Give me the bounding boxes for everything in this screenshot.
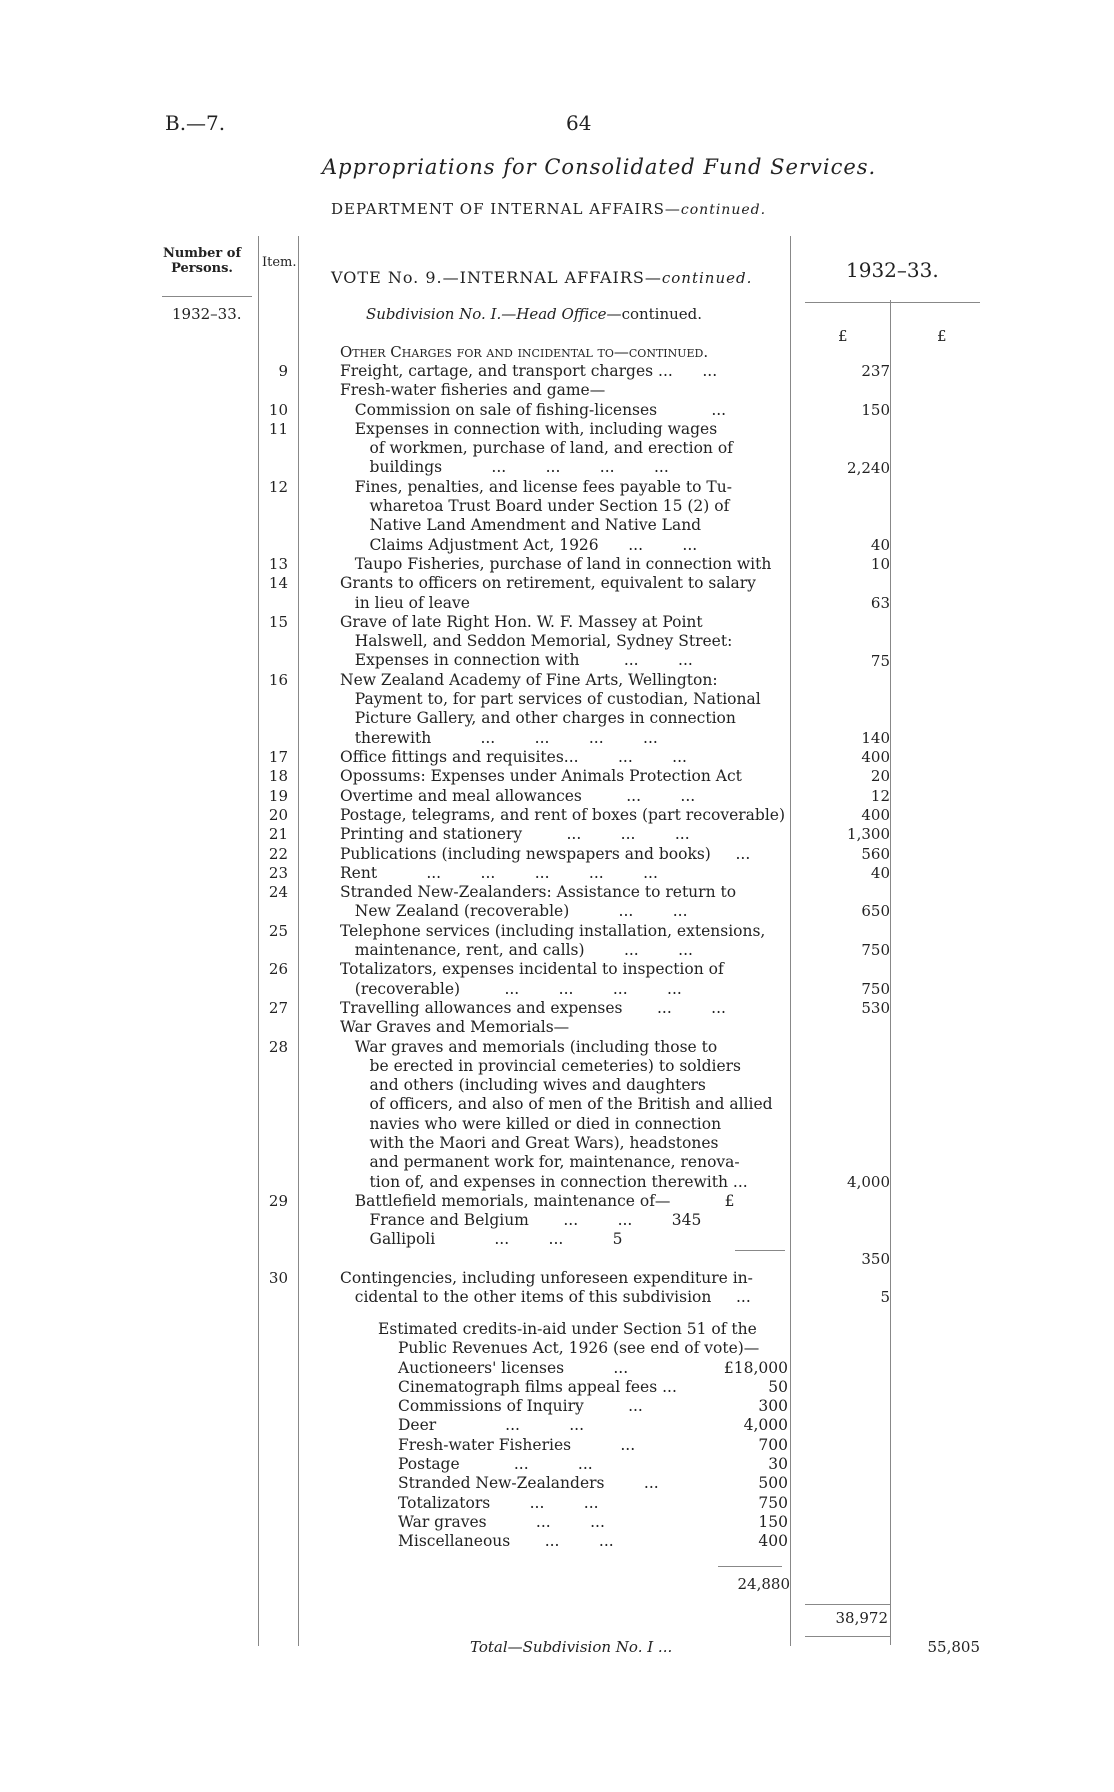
row-description-line: Claims Adjustment Act, 1926 ... ... [340,535,698,554]
row-description-line: of officers, and also of men of the British and allied [340,1095,773,1114]
credit-item [378,1532,788,1551]
row-description [340,845,790,864]
credit-item-value: 150 [758,1512,788,1531]
credit-item [378,1436,788,1455]
persons-year: 1932–33. [172,305,242,323]
row-amount: 4,000 [847,1172,890,1191]
credit-item-name: Fresh-water Fisheries ... [398,1435,636,1454]
item-number: 11 [268,419,288,438]
item-number: 22 [268,844,288,863]
row-description-line: Payment to, for part services of custodian, National [340,690,761,709]
row-description [340,825,790,844]
credits-total: 24,880 [737,1575,790,1593]
credit-item-name: War graves ... ... [398,1512,605,1531]
row-description [340,1192,790,1250]
divider [258,236,259,1646]
item-number: 17 [268,748,288,766]
row-amount: 12 [870,786,890,805]
row-description [340,362,790,381]
credits-list [378,1359,788,1552]
credits-heading-line [378,1320,788,1339]
credit-item [378,1397,788,1416]
item-number: 28 [268,1037,288,1056]
row-description [340,960,790,999]
item-number: 16 [268,670,288,689]
credit-item-name: Postage ... ... [398,1455,593,1474]
credit-item [378,1416,788,1435]
row-description-line: Office fittings and requisites... ... ... [340,748,687,766]
item-number: 24 [268,883,288,902]
row-amount: 10 [870,555,890,573]
row-amount: 1,300 [847,825,890,844]
row-description-line: wharetoa Trust Board under Section 15 (2) of [340,497,730,516]
pound-sign-col2: £ [937,327,947,345]
row-amount: 150 [861,400,890,419]
item-number: 14 [268,574,288,593]
row-description-line: Contingencies, including unforeseen expenditure in- [340,1269,753,1288]
row-description-line: Telephone services (including installation, extensions, [340,921,766,940]
row-description [340,748,790,767]
row-description-line: Grave of late Right Hon. W. F. Massey at Point [340,612,703,631]
credits-heading: Estimated credits-in-aid under Section 51 of the [378,1320,757,1338]
row-description-line: tion of, and expenses in connection therewith ... [340,1172,748,1191]
row-description-line: Freight, cartage, and transport charges ... ... [340,362,718,380]
row-description-line: Fresh-water fisheries and game— [340,381,606,400]
row-description-line: and others (including wives and daughters [340,1076,706,1095]
row-description [340,555,790,574]
row-description [340,381,790,400]
divider [805,1604,890,1605]
row-description-line: Publications (including newspapers and books) ... [340,844,751,863]
section-heading: Other Charges for and incidental to—continued. [340,343,709,361]
row-amount: 750 [861,941,890,959]
credit-item-value: 400 [758,1532,788,1551]
credit-item-name: Cinematograph films appeal fees ... [398,1377,677,1396]
row-description-line: Stranded New-Zealanders: Assistance to return to [340,883,737,902]
vote-title: VOTE No. 9.—INTERNAL AFFAIRS— [331,268,662,287]
row-description-line: Overtime and meal allowances ... ... [340,786,696,805]
credit-item-name: Miscellaneous ... ... [398,1532,614,1551]
credit-item-name: Commissions of Inquiry ... [398,1397,643,1416]
item-number: 18 [268,767,288,786]
subdivision-title: Subdivision No. I.—Head Office— [366,305,622,323]
row-amount: 63 [870,593,890,612]
row-description-line: Postage, telegrams, and rent of boxes (part recoverable) [340,805,786,824]
row-description [340,883,790,922]
row-description [340,806,790,825]
row-description-line: Expenses in connection with ... ... [340,651,693,670]
item-number: 23 [268,863,288,882]
row-description-line: buildings ... ... ... ... [340,458,669,477]
credit-item-value: 30 [768,1455,788,1474]
row-description-line: Grants to officers on retirement, equivalent to salary [340,574,756,593]
row-description [340,420,790,478]
row-amount: 237 [861,362,890,380]
row-description-line: of workmen, purchase of land, and erection of [340,439,733,458]
subdivision-heading [366,305,702,323]
year-column-header: 1932–33. [846,258,939,282]
credit-item-name: Totalizators ... ... [398,1493,599,1512]
item-number: 9 [278,362,288,380]
row-description-line: Printing and stationery ... ... ... [340,825,690,844]
row-description-line: Taupo Fisheries, purchase of land in connection with [340,555,772,573]
item-number: 20 [268,805,288,824]
row-description [340,1018,790,1037]
credit-item [378,1378,788,1397]
credit-item-value: 500 [758,1474,788,1493]
row-description-line: Native Land Amendment and Native Land [340,516,702,535]
total-label: Total—Subdivision No. I ... [470,1638,673,1656]
row-amount: 2,240 [847,458,890,477]
row-description-line: in lieu of leave [340,593,470,612]
credit-item-value: £18,000 [723,1358,788,1377]
row-description-line: Halswell, and Seddon Memorial, Sydney Street: [340,632,733,651]
subtotal-amount: 38,972 [835,1609,888,1627]
credit-item [378,1359,788,1378]
row-description-line: Opossums: Expenses under Animals Protection Act [340,767,742,786]
row-description-line: maintenance, rent, and calls) ... ... [340,940,693,959]
row-description-line: cidental to the other items of this subdivision ... [340,1288,751,1307]
credit-item-name: Stranded New-Zealanders ... [398,1474,659,1493]
divider [805,302,980,303]
row-description-line: Picture Gallery, and other charges in connection [340,709,736,728]
divider [718,1566,782,1567]
divider [298,236,299,1646]
row-description-line: navies who were killed or died in connection [340,1114,722,1133]
row-description-line: New Zealand (recoverable) ... ... [340,902,688,921]
row-description-line: France and Belgium ... ... 345 [340,1211,702,1230]
row-amount: 560 [861,844,890,863]
item-number: 29 [268,1191,288,1210]
credit-item-value: 4,000 [743,1416,788,1435]
credit-item-value: 50 [768,1377,788,1396]
row-description-line: Rent ... ... ... ... ... [340,863,658,882]
item-number: 25 [268,921,288,940]
item-number: 30 [268,1269,288,1288]
item-number: 26 [268,960,288,979]
document-reference: B.—7. [165,111,226,135]
page-number: 64 [566,111,592,135]
credits-heading-line [378,1339,788,1358]
row-description [340,864,790,883]
vote-heading [331,268,752,287]
row-description-line: and permanent work for, maintenance, renova- [340,1153,740,1172]
department-heading [331,200,766,218]
credit-item [378,1455,788,1474]
row-description-line: War Graves and Memorials— [340,1018,570,1037]
row-amount: 140 [861,728,890,747]
row-amount: 650 [861,902,890,921]
credits-in-aid [378,1320,788,1552]
credit-item-name: Auctioneers' licenses ... [398,1358,629,1377]
divider [162,296,252,297]
row-amount: 40 [870,535,890,554]
row-description-line: Totalizators, expenses incidental to inspection of [340,960,724,979]
row-description-line: Battlefield memorials, maintenance of— £ [340,1191,735,1210]
item-number: 13 [268,555,288,573]
row-description-line: with the Maori and Great Wars), headstones [340,1133,719,1152]
credit-item-value: 750 [758,1493,788,1512]
credit-item-name: Deer ... ... [398,1416,584,1435]
row-description-line: therewith ... ... ... ... [340,728,658,747]
row-amount: 350 [861,1249,890,1268]
credit-item-value: 700 [758,1435,788,1454]
row-description [340,401,790,420]
row-amount: 40 [870,863,890,882]
row-description [340,767,790,786]
item-number: 10 [268,400,288,419]
department-continued: continued. [680,202,767,218]
row-description-line: Expenses in connection with, including wages [340,419,718,438]
divider [735,1250,785,1251]
item-number: 27 [268,998,288,1017]
row-description [340,922,790,961]
number-of-persons-header: Number of Persons. [162,246,242,276]
divider [890,300,891,1645]
item-number: 21 [268,825,288,844]
credit-item [378,1513,788,1532]
row-description-line: Gallipoli ... ... 5 [340,1230,623,1249]
row-description-line: New Zealand Academy of Fine Arts, Wellington: [340,670,718,689]
item-number: 12 [268,477,288,496]
row-amount: 530 [861,998,890,1017]
row-description [340,1269,790,1308]
item-header: Item. [262,255,297,270]
credits-heading: Public Revenues Act, 1926 (see end of vote)— [398,1339,760,1358]
row-description-line: Fines, penalties, and license fees payable to Tu- [340,477,732,496]
row-amount: 400 [861,748,890,766]
item-number: 19 [268,786,288,805]
row-description-line: Commission on sale of fishing-licenses ... [340,400,727,419]
divider [790,236,791,1646]
row-description [340,671,790,748]
item-number: 15 [268,612,288,631]
row-amount: 20 [870,767,890,786]
row-description-line: War graves and memorials (including those to [340,1037,718,1056]
row-description-line: (recoverable) ... ... ... ... [340,979,682,998]
row-description [340,999,790,1018]
row-description [340,478,790,555]
grand-total: 55,805 [927,1638,980,1656]
credit-item [378,1474,788,1493]
divider [805,1636,890,1637]
row-description-line: be erected in provincial cemeteries) to soldiers [340,1056,742,1075]
department-name: DEPARTMENT OF INTERNAL AFFAIRS— [331,200,681,218]
credit-item-value: 300 [758,1397,788,1416]
row-amount: 75 [870,651,890,670]
row-amount: 5 [880,1288,890,1307]
credit-item [378,1494,788,1513]
row-description-line: Travelling allowances and expenses ... ... [340,998,726,1017]
row-description [340,574,790,613]
row-amount: 400 [861,805,890,824]
pound-sign-col1: £ [838,327,848,345]
row-description [340,1038,790,1192]
vote-continued: continued. [661,269,753,287]
subdivision-continued: continued. [621,305,703,323]
row-description [340,787,790,806]
row-description [340,613,790,671]
row-amount: 750 [861,979,890,998]
page-title: Appropriations for Consolidated Fund Services. [322,155,877,179]
